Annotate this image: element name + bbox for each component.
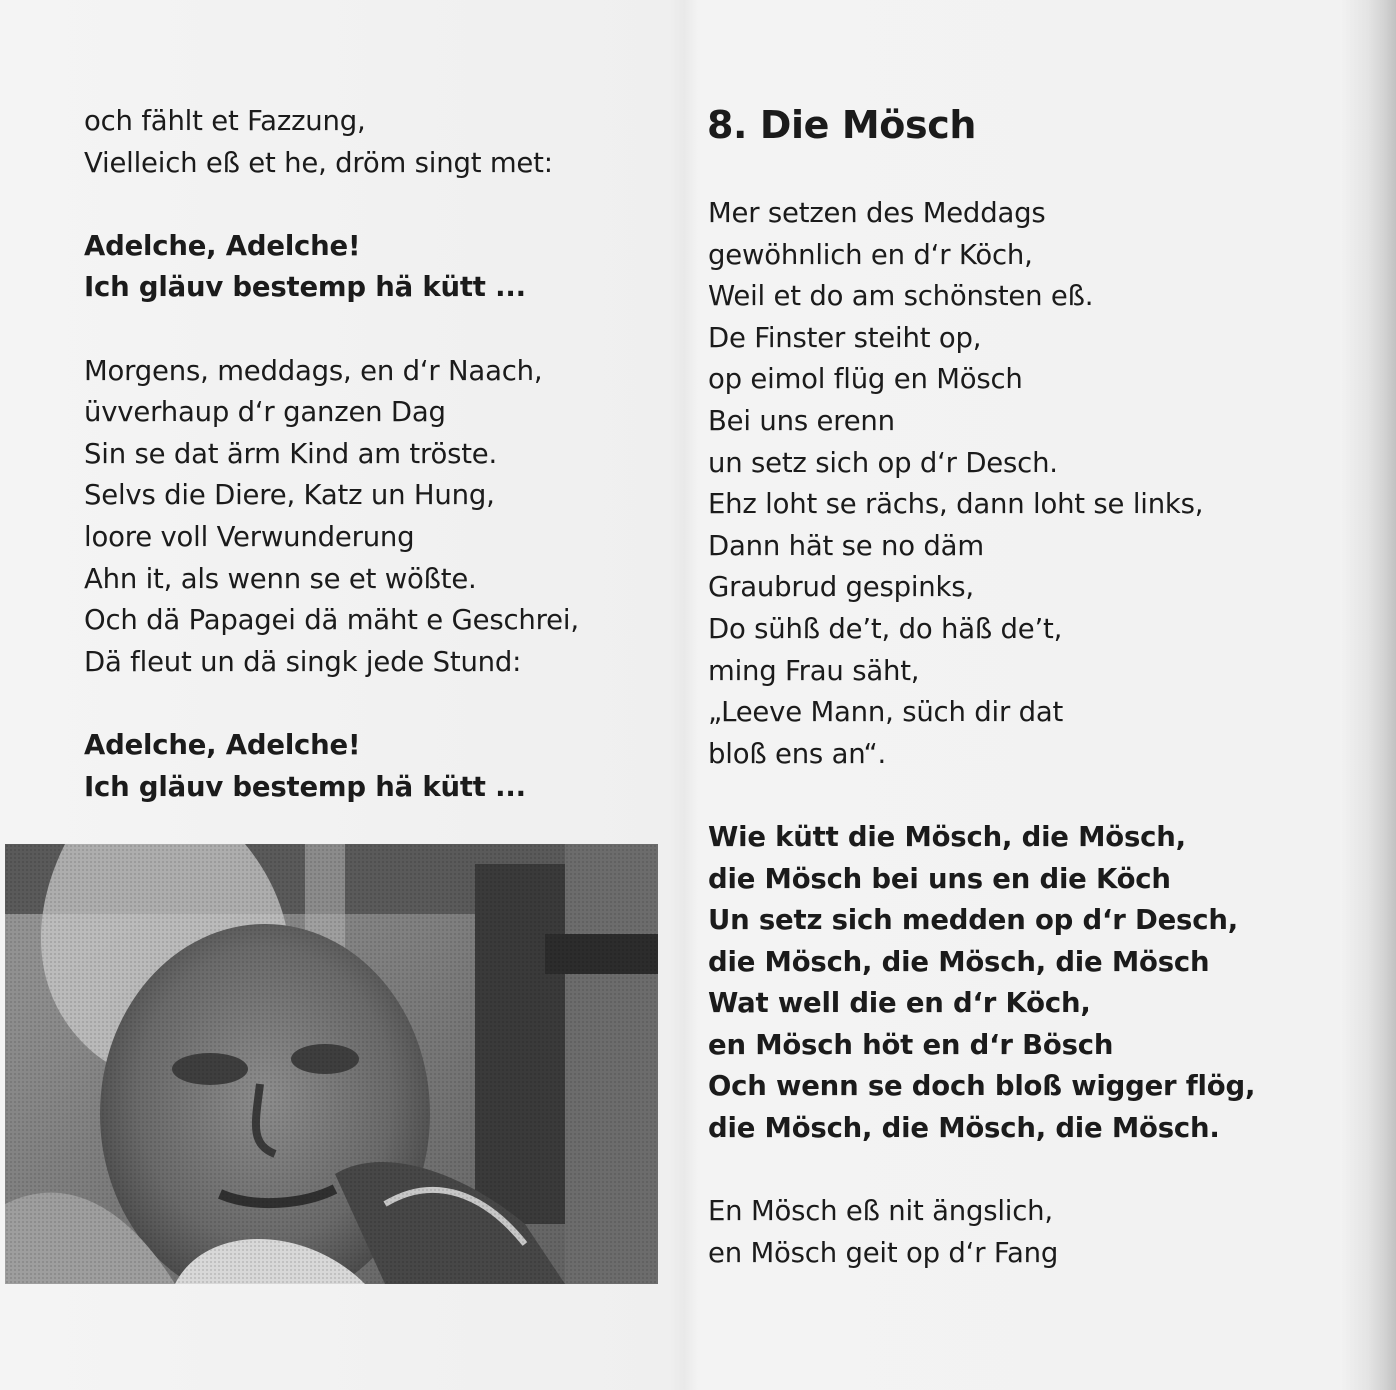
- chorus-line: Och wenn se doch bloß wigger flög,: [708, 1070, 1256, 1103]
- chorus-line: Wat well die en d‘r Köch,: [708, 987, 1091, 1020]
- lyric-line: Selvs die Diere, Katz un Hung,: [84, 479, 495, 512]
- lyric-line: Do sühß de’t, do häß de’t,: [708, 612, 1063, 645]
- photo-image: [5, 844, 658, 1284]
- chorus-line: Adelche, Adelche!: [84, 728, 361, 761]
- lyrics-stanza: [84, 351, 669, 684]
- lyric-line: Ahn it, als wenn se et wößte.: [84, 562, 477, 595]
- lyric-line: Morgens, meddags, en d‘r Naach,: [84, 354, 543, 387]
- lyric-line: „Leeve Mann, süch dir dat: [708, 696, 1064, 729]
- lyric-line: op eimol flüg en Mösch: [708, 363, 1023, 396]
- chorus-line: Un setz sich medden op d‘r Desch,: [708, 904, 1238, 937]
- lyric-line: bloß ens an“.: [708, 737, 887, 770]
- chorus-stanza: [708, 817, 1348, 1150]
- chorus-stanza: [84, 226, 669, 309]
- chorus-line: en Mösch höt en d‘r Bösch: [708, 1028, 1114, 1061]
- chorus-line: Ich gläuv bestemp hä kütt ...: [84, 770, 526, 803]
- lyric-line: Sin se dat ärm Kind am tröste.: [84, 437, 498, 470]
- chorus-line: Adelche, Adelche!: [84, 229, 361, 262]
- page-edge-shadow: [1368, 0, 1396, 1390]
- lyric-line: De Finster steiht op,: [708, 321, 982, 354]
- lyrics-stanza: [708, 1191, 1348, 1274]
- lyric-line: Dann hät se no däm: [708, 529, 984, 562]
- chorus-stanza: [84, 725, 669, 808]
- chorus-line: die Mösch, die Mösch, die Mösch.: [708, 1112, 1220, 1145]
- lyric-line: Mer setzen des Meddags: [708, 197, 1046, 229]
- lyrics-stanza: [708, 193, 1348, 775]
- song-title: 8. Die Mösch: [707, 103, 976, 147]
- chorus-line: Ich gläuv bestemp hä kütt ...: [84, 271, 526, 304]
- left-lyrics-column: [84, 101, 669, 850]
- lyric-line: loore voll Verwunderung: [84, 520, 415, 553]
- lyric-line: En Mösch eß nit ängslich,: [708, 1195, 1053, 1228]
- lyric-line: Och dä Papagei dä mäht e Geschrei,: [84, 604, 579, 637]
- chorus-line: die Mösch bei uns en die Köch: [708, 862, 1171, 895]
- lyric-line: Graubrud gespinks,: [708, 571, 974, 604]
- right-lyrics-column: [708, 193, 1348, 1316]
- lyric-line: en Mösch geit op d‘r Fang: [708, 1236, 1059, 1269]
- lyric-line: Dä fleut un dä singk jede Stund:: [84, 645, 522, 678]
- lyric-line: Ehz loht se rächs, dann loht se links,: [708, 488, 1204, 521]
- lyric-line: Bei uns erenn: [708, 404, 895, 437]
- chorus-line: die Mösch, die Mösch, die Mösch: [708, 945, 1210, 978]
- lyrics-stanza: [84, 101, 669, 184]
- lyric-line: un setz sich op d‘r Desch.: [708, 446, 1058, 479]
- lyric-line: och fählt et Fazzung,: [84, 105, 366, 137]
- chorus-line: Wie kütt die Mösch, die Mösch,: [708, 820, 1186, 853]
- band-photo: [5, 844, 658, 1284]
- lyric-line: Weil et do am schönsten eß.: [708, 280, 1094, 313]
- lyric-line: ming Frau säht,: [708, 654, 920, 687]
- lyric-line: gewöhnlich en d‘r Köch,: [708, 238, 1033, 271]
- lyric-line: üvverhaup d‘r ganzen Dag: [84, 396, 446, 429]
- lyric-line: Vielleich eß et he, dröm singt met:: [84, 146, 553, 179]
